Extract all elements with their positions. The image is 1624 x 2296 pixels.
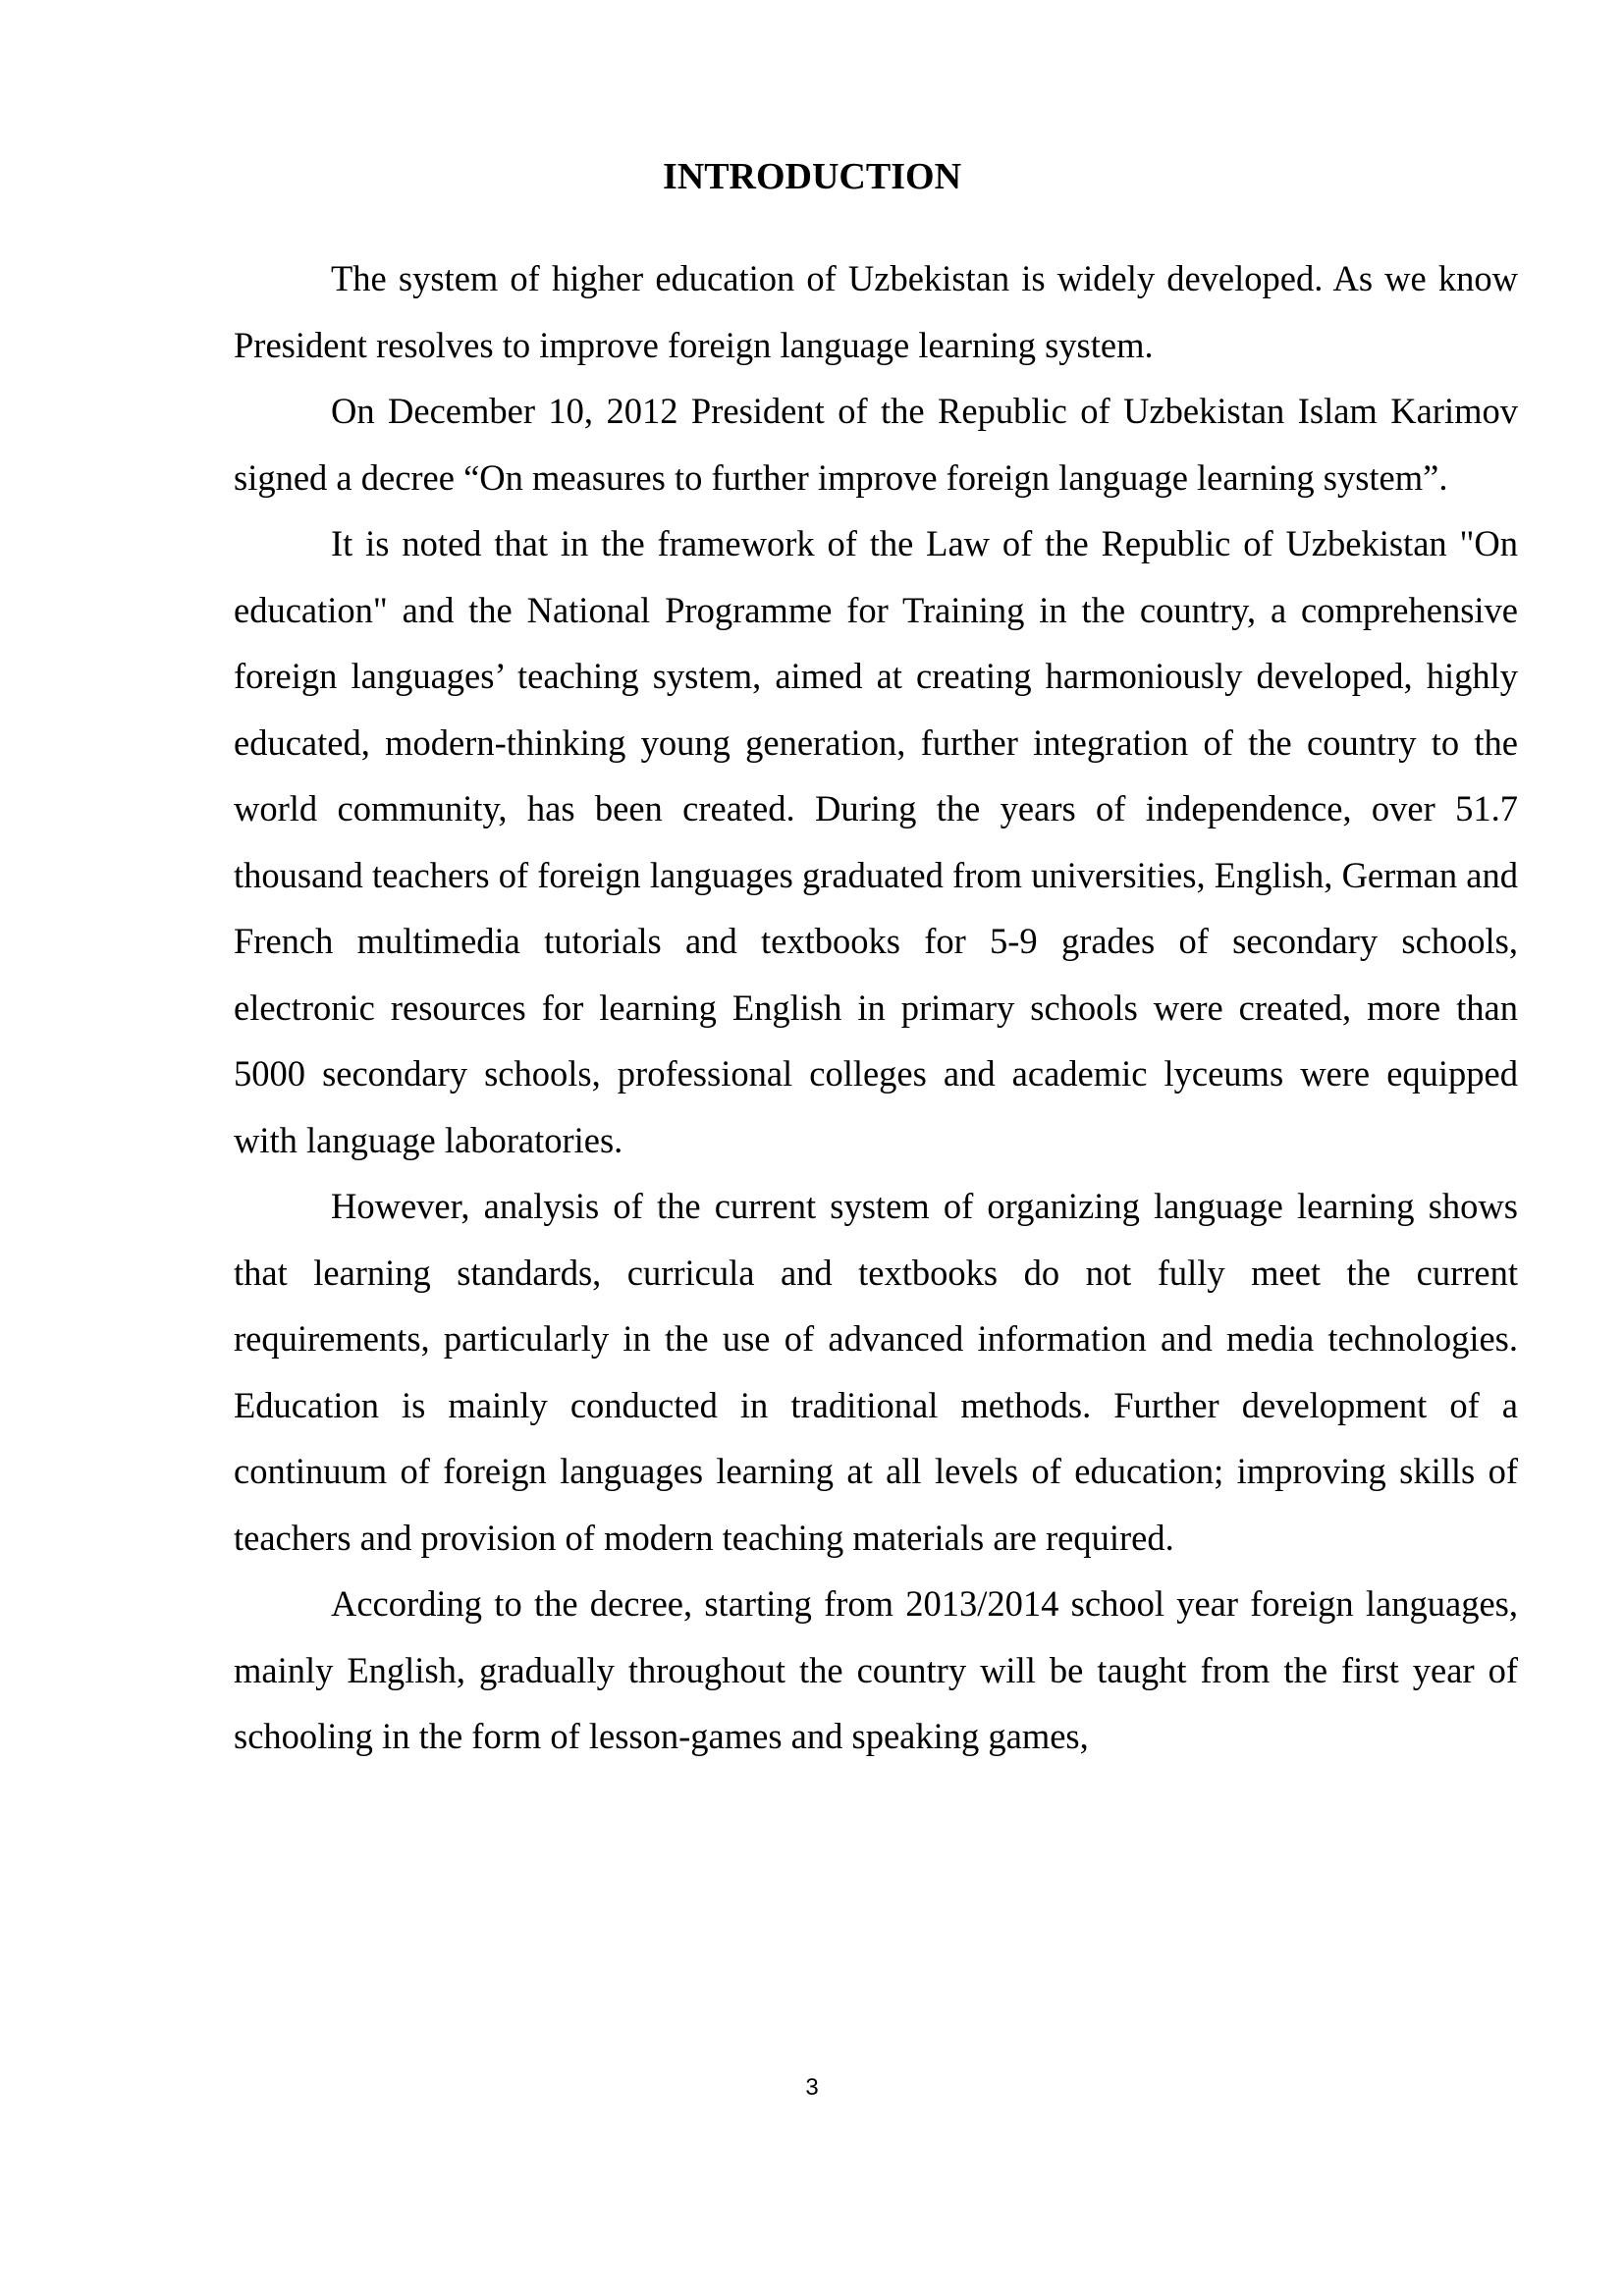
paragraph-3: It is noted that in the framework of the Law of the Republic of Uzbekistan "On education" and the National Programme for Training in the country, a comprehensive foreign languages’ teaching system, aimed at creating harmoniously developed, highly educated, modern-thinking young generation, further integration of the country to the world community, has been created. During the years of independence, over 51.7 thousand teachers of foreign languages graduated from universities, English, German and French multimedia tutorials and textbooks for 5-9 grades of secondary schools, electronic resources for learning English in primary schools were created, more than 5000 secondary schools, professional colleges and academic lyceums were equipped with language laboratories. [234,523,1518,1160]
paragraph-1: The system of higher education of Uzbekistan is widely developed. As we know President resolves to improve foreign language learning system. [234,258,1518,365]
section-title: INTRODUCTION [662,156,962,197]
paragraph-4: However, analysis of the current system of organizing language learning shows that learning standards, curricula and textbooks do not fully meet the current requirements, particularly in the use of advanced information and media technologies. Education is mainly conducted in traditional methods. Further development of a continuum of foreign languages learning at all levels of education; improving skills of teachers and provision of modern teaching materials are required. [234,1186,1518,1558]
page-number: 3 [805,2074,819,2101]
paragraph-2: On December 10, 2012 President of the Republic of Uzbekistan Islam Karimov signed a decree “On measures to further improve foreign language learning system”. [234,391,1518,498]
body-text [234,245,1518,1770]
paragraph-5: According to the decree, starting from 2013/2014 school year foreign languages, mainly English, gradually throughout the country will be taught from the first year of schooling in the form of lesson-games and speaking games, [234,1583,1518,1756]
